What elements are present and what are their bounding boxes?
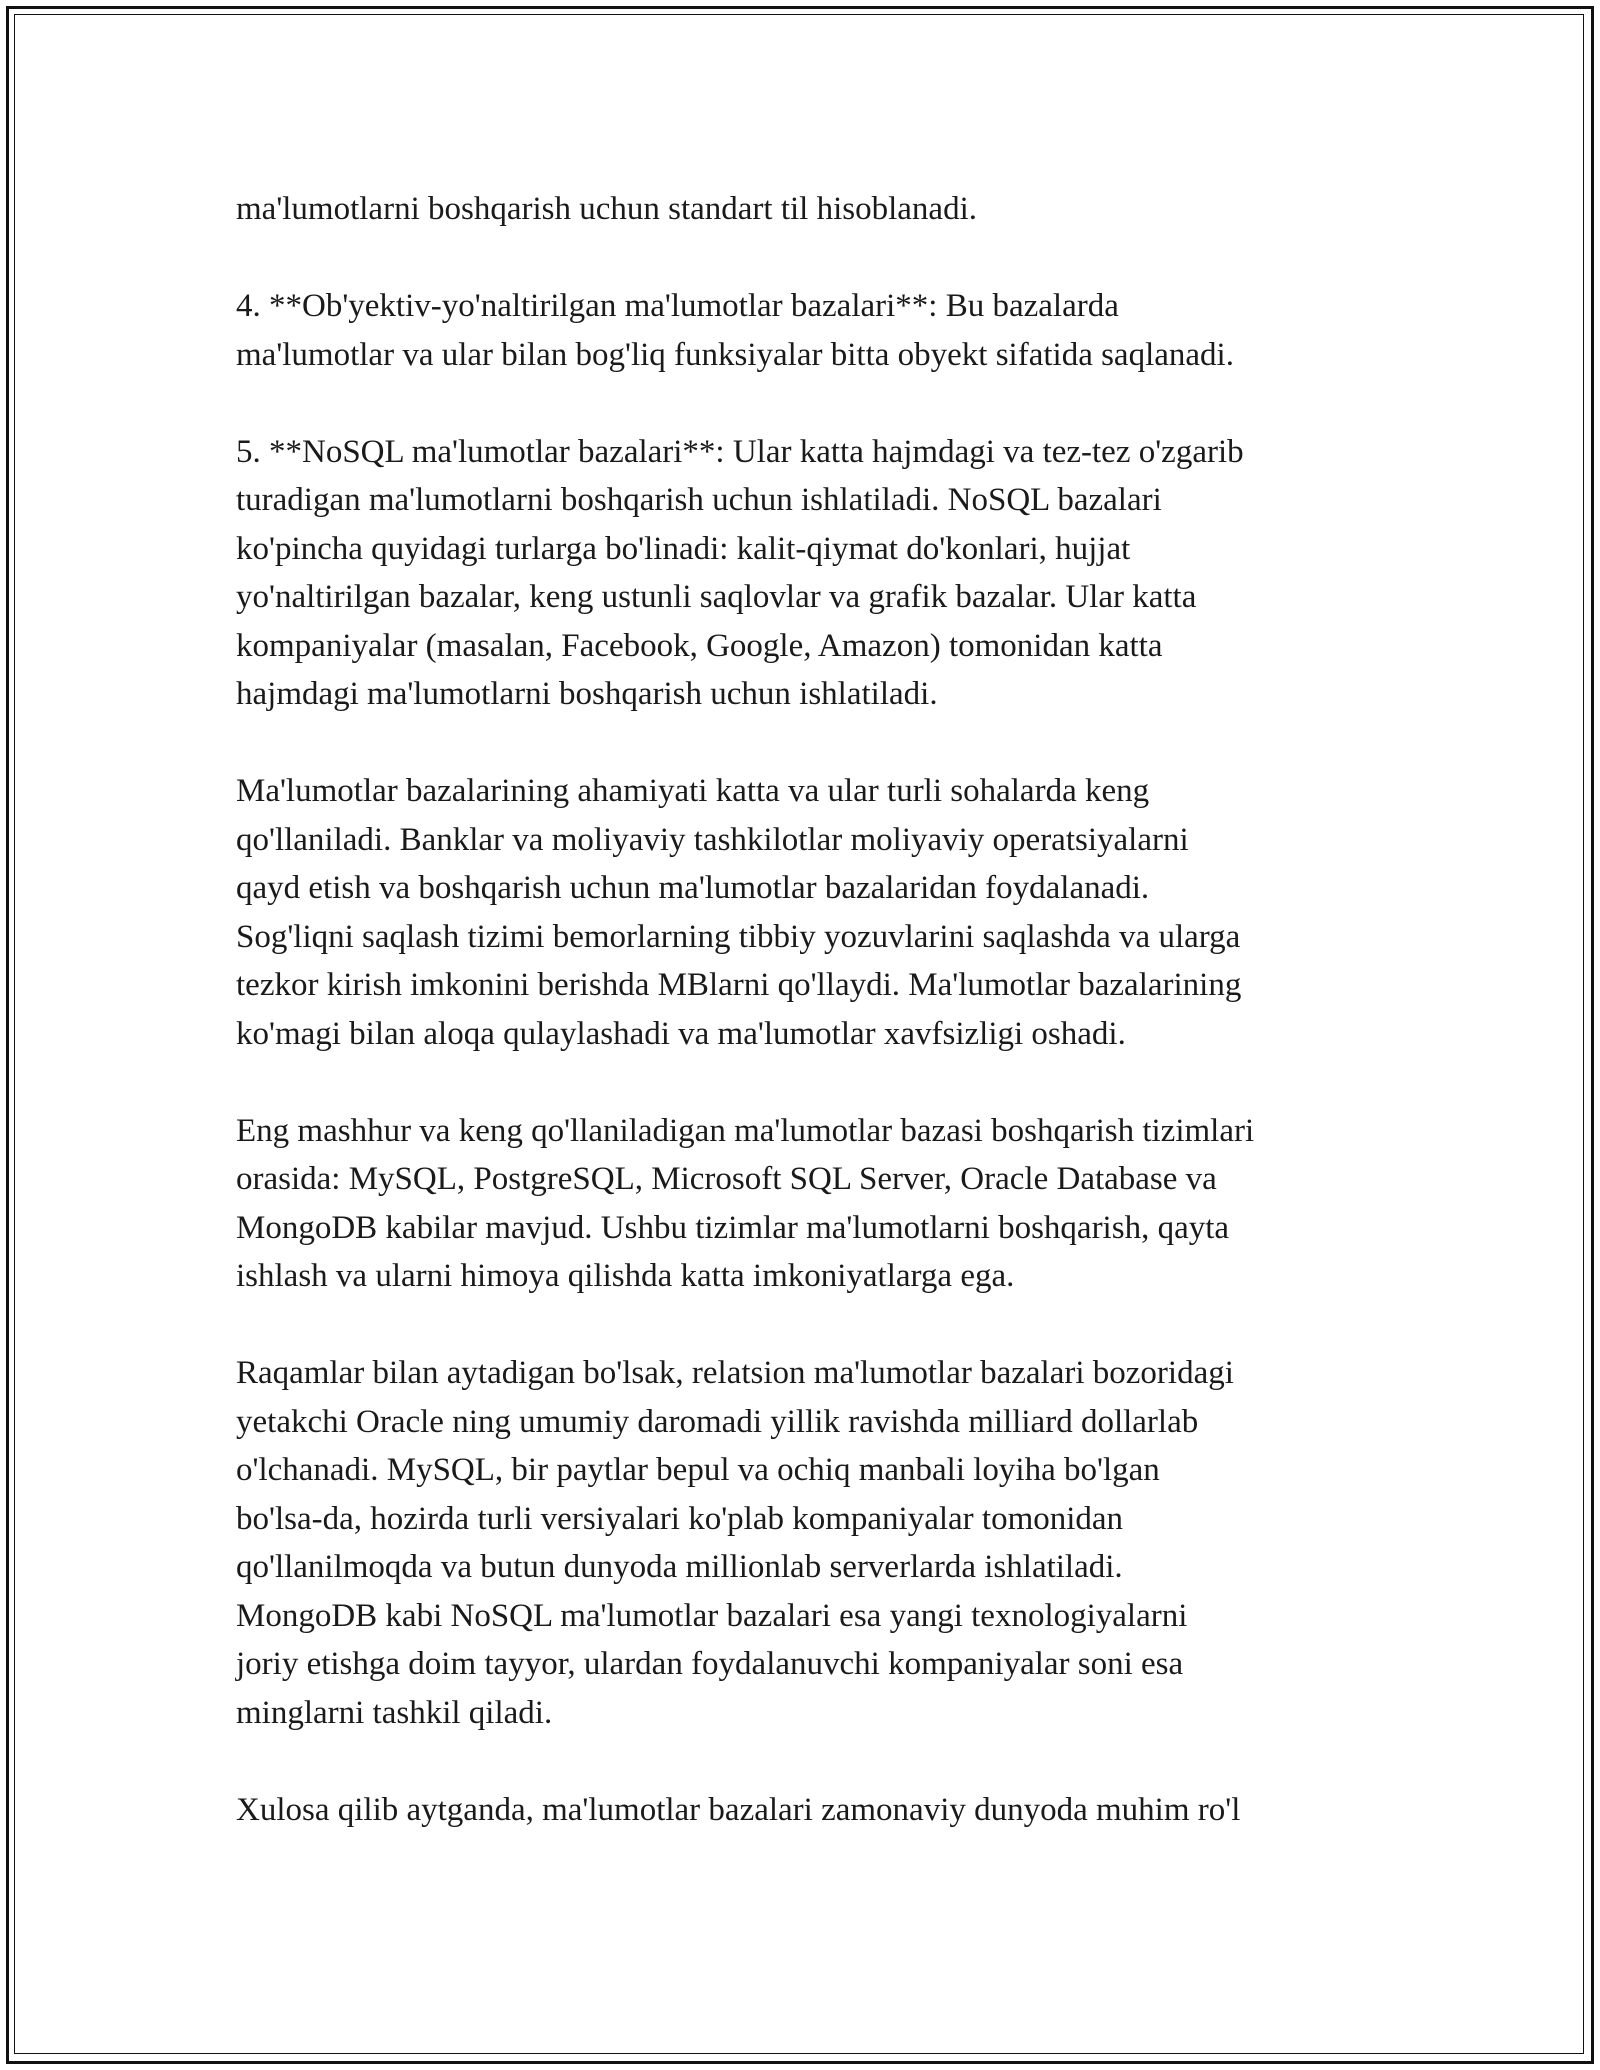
text-line: Eng mashhur va keng qo'llaniladigan ma'lumotlar bazasi boshqarish tizimlari: [236, 1112, 1255, 1149]
text-line: kompaniyalar (masalan, Facebook, Google, Amazon) tomonidan katta: [236, 627, 1163, 664]
text-line: bo'lsa-da, hozirda turli versiyalari ko'plab kompaniyalar tomonidan: [236, 1500, 1124, 1537]
text-line: MongoDB kabilar mavjud. Ushbu tizimlar ma'lumotlarni boshqarish, qayta: [236, 1209, 1230, 1246]
text-line: MongoDB kabi NoSQL ma'lumotlar bazalari esa yangi texnologiyalarni: [236, 1597, 1188, 1634]
paragraph-importance: [236, 767, 1401, 1058]
text-line: 5. **NoSQL ma'lumotlar bazalari**: Ular katta hajmdagi va tez-tez o'zgarib: [236, 433, 1244, 470]
paragraph-popular-dbms: [236, 1107, 1401, 1301]
text-line: tezkor kirish imkonini berishda MBlarni qo'llaydi. Ma'lumotlar bazalarining: [236, 967, 1242, 1003]
text-line: ko'magi bilan aloqa qulaylashadi va ma'lumotlar xavfsizligi oshadi.: [236, 1015, 1126, 1052]
text-line: qayd etish va boshqarish uchun ma'lumotlar bazalaridan foydalanadi.: [236, 870, 1150, 906]
text-line: turadigan ma'lumotlarni boshqarish uchun ishlatiladi. NoSQL bazalari: [236, 482, 1162, 518]
paragraph-conclusion: [236, 1786, 1401, 1835]
text-line: yetakchi Oracle ning umumiy daromadi yillik ravishda milliard dollarlab: [236, 1403, 1199, 1440]
text-line: ma'lumotlar va ular bilan bog'liq funksiyalar bitta obyekt sifatida saqlanadi.: [236, 336, 1234, 373]
text-line: ko'pincha quyidagi turlarga bo'linadi: kalit-qiymat do'konlari, hujjat: [236, 530, 1131, 567]
text-line: Raqamlar bilan aytadigan bo'lsak, relatsion ma'lumotlar bazalari bozoridagi: [236, 1355, 1234, 1391]
text-line: orasida: MySQL, PostgreSQL, Microsoft SQL Server, Oracle Database va: [236, 1161, 1217, 1197]
paragraph-nosql-databases: [236, 428, 1401, 719]
paragraph-statistics: [236, 1349, 1401, 1737]
text-line: ma'lumotlarni boshqarish uchun standart til hisoblanadi.: [236, 191, 977, 227]
text-line: minglarni tashkil qiladi.: [236, 1694, 553, 1731]
text-line: Xulosa qilib aytganda, ma'lumotlar bazalari zamonaviy dunyoda muhim ro'l: [236, 1791, 1241, 1828]
text-line: hajmdagi ma'lumotlarni boshqarish uchun ishlatiladi.: [236, 676, 938, 712]
text-line: qo'llaniladi. Banklar va moliyaviy tashkilotlar moliyaviy operatsiyalarni: [236, 821, 1189, 858]
text-line: o'lchanadi. MySQL, bir paytlar bepul va ochiq manbali loyiha bo'lgan: [236, 1452, 1160, 1488]
paragraph-object-oriented-databases: [236, 282, 1401, 379]
text-line: joriy etishga doim tayyor, ulardan foydalanuvchi kompaniyalar soni esa: [236, 1646, 1184, 1682]
document-body: [236, 185, 1401, 1883]
text-line: yo'naltirilgan bazalar, keng ustunli saqlovlar va grafik bazalar. Ular katta: [236, 579, 1197, 615]
text-line: 4. **Ob'yektiv-yo'naltirilgan ma'lumotlar bazalari**: Bu bazalarda: [236, 288, 1119, 324]
paragraph-sql-continuation: [236, 185, 1401, 234]
text-line: qo'llanilmoqda va butun dunyoda millionlab serverlarda ishlatiladi.: [236, 1549, 1123, 1585]
text-line: Sog'liqni saqlash tizimi bemorlarning tibbiy yozuvlarini saqlashda va ularga: [236, 918, 1241, 955]
text-line: ishlash va ularni himoya qilishda katta imkoniyatlarga ega.: [236, 1258, 1015, 1294]
text-line: Ma'lumotlar bazalarining ahamiyati katta va ular turli sohalarda keng: [236, 773, 1150, 809]
